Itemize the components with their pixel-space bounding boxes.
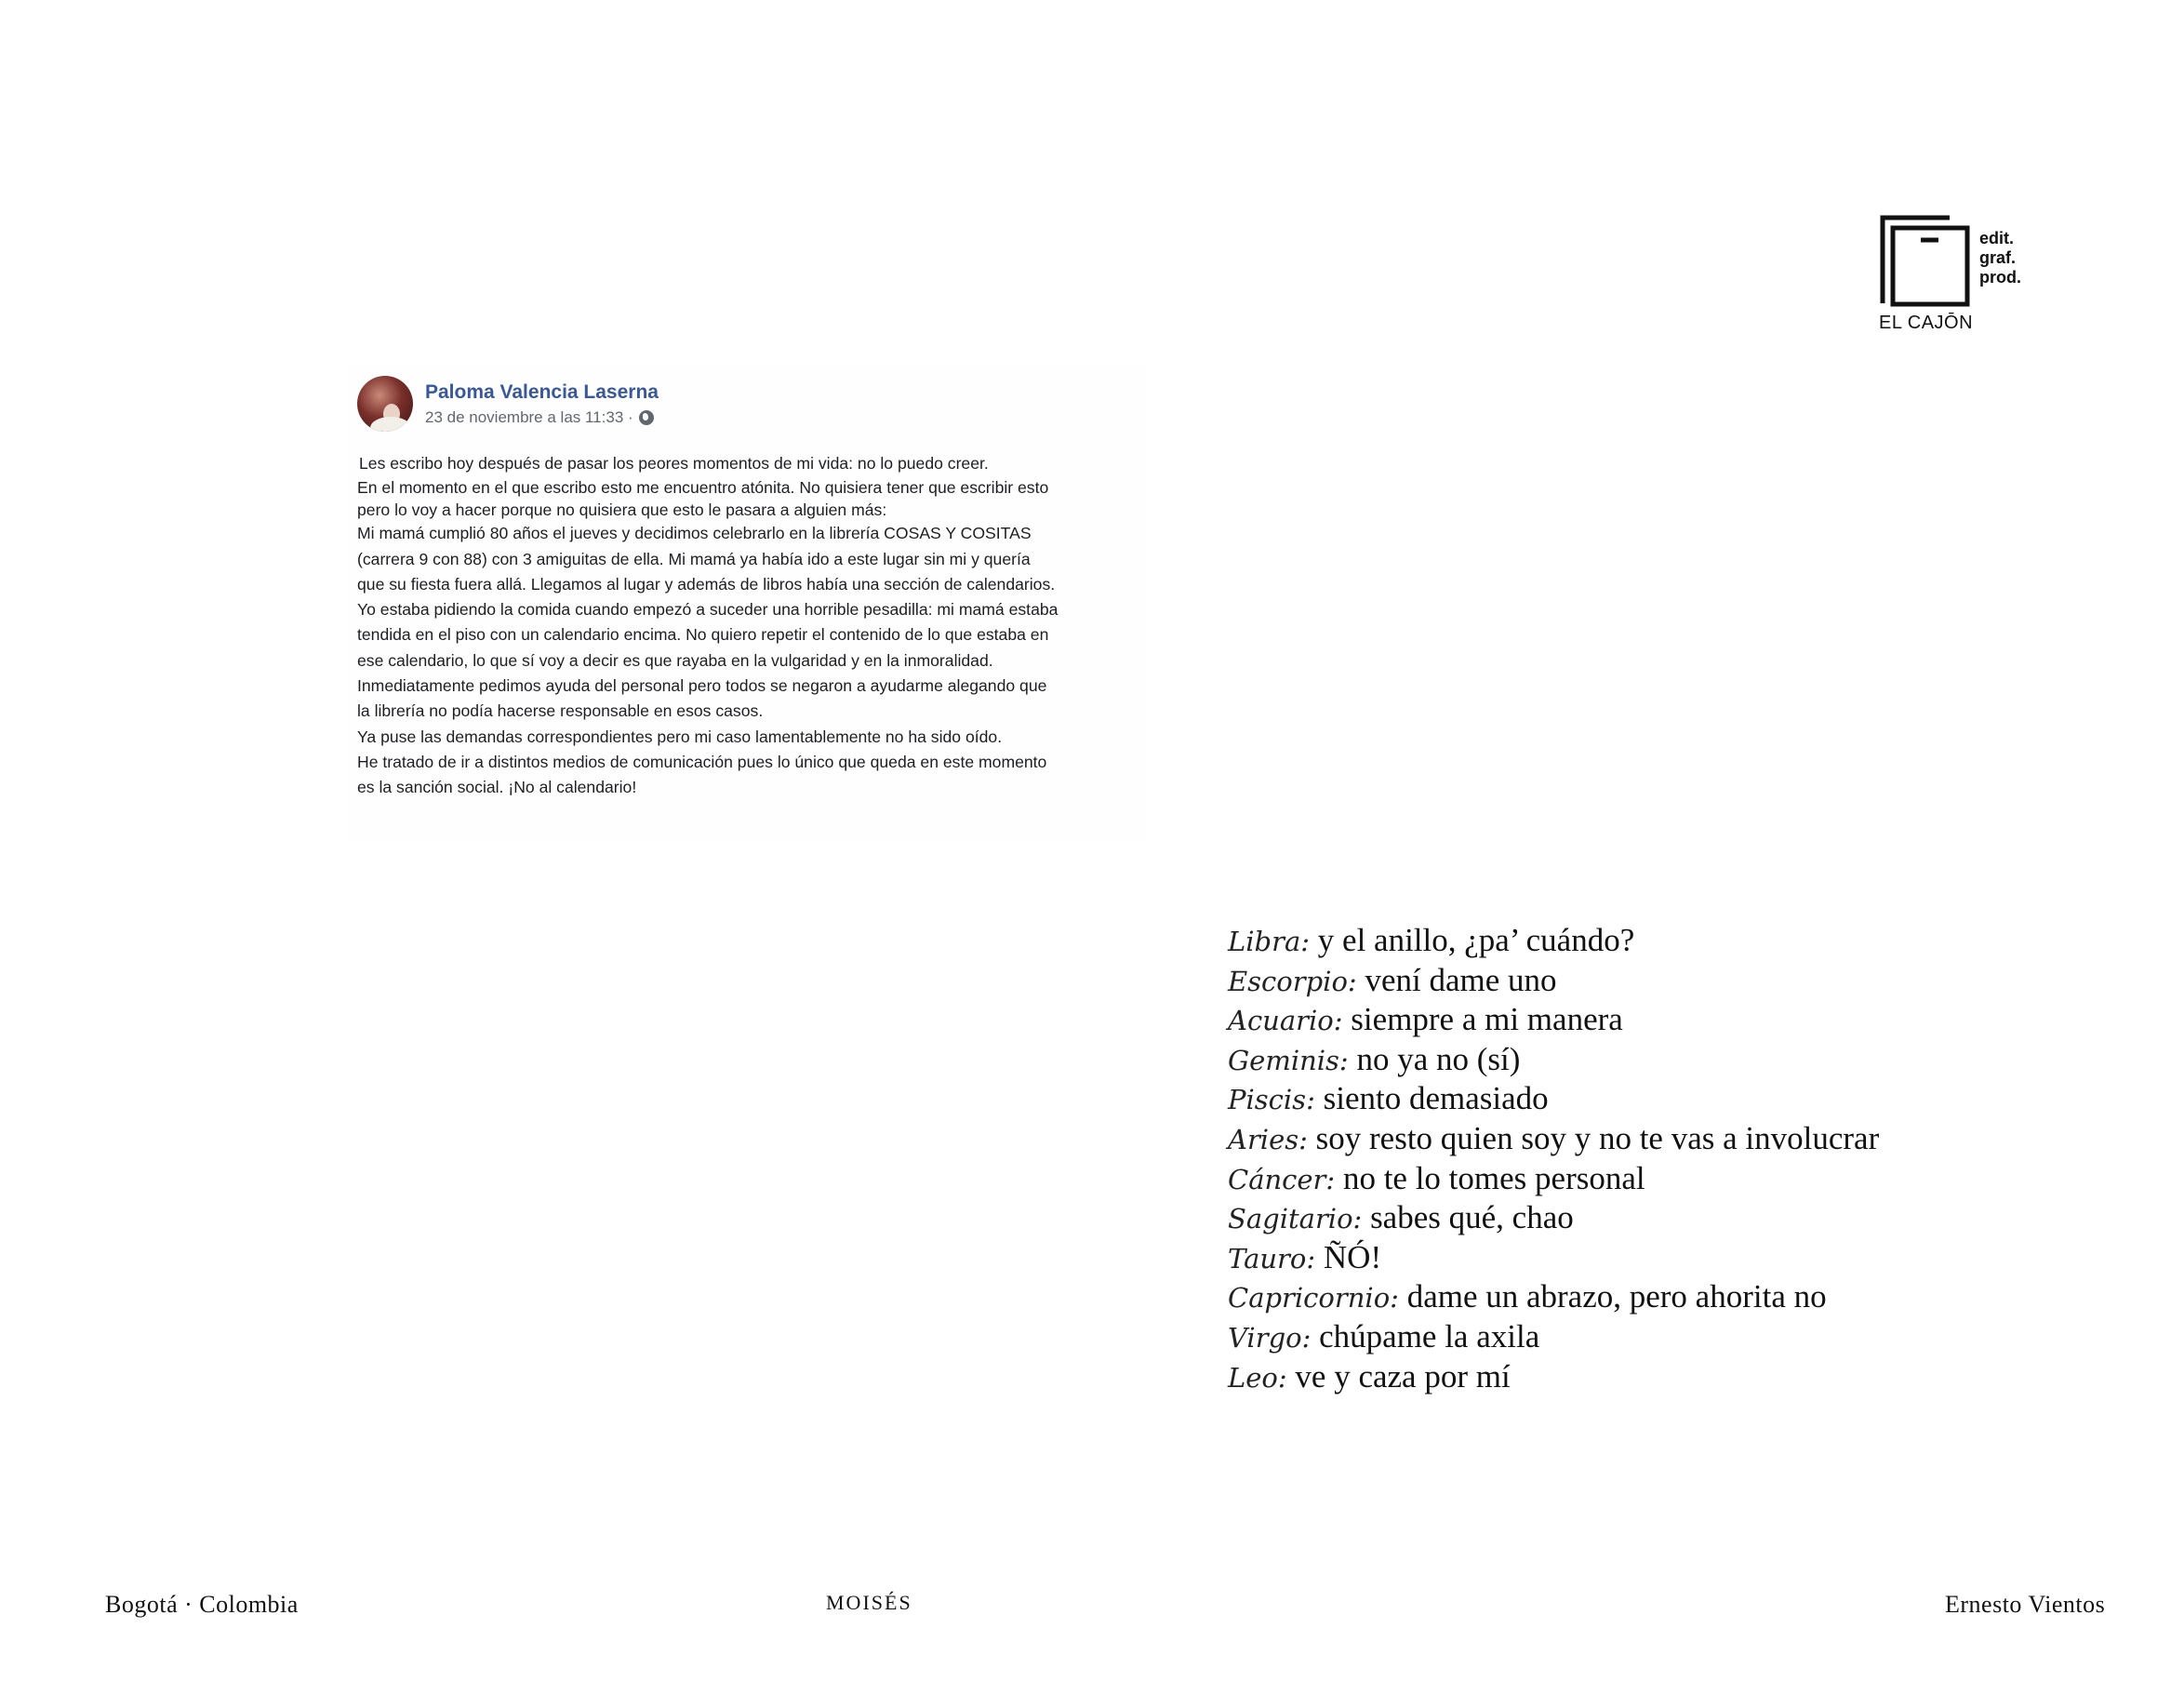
post-date[interactable]: 23 de noviembre a las 11:33 · bbox=[425, 408, 633, 426]
sign-name: Acuario: bbox=[1228, 1005, 1343, 1037]
facebook-post bbox=[346, 365, 1146, 839]
post-line: Ya puse las demandas correspondientes pero mi caso lamentablemente no ha sido oído. bbox=[357, 727, 1003, 746]
horoscope-line bbox=[1228, 1000, 1879, 1040]
post-line: (carrera 9 con 88) con 3 amiguitas de ella. Mi mamá ya había ido a este lugar sin mi y quería bbox=[357, 549, 1031, 568]
post-line: Les escribo hoy después de pasar los peores momentos de mi vida: no lo puedo creer. bbox=[359, 454, 989, 473]
sign-name: Geminis: bbox=[1228, 1044, 1349, 1076]
post-line: Yo estaba pidiendo la comida cuando empezó a suceder una horrible pesadilla: mi mamá estaba bbox=[357, 600, 1059, 620]
post-line: ese calendario, lo que sí voy a decir es que rayaba en la vulgaridad y en la inmoralidad. bbox=[357, 650, 993, 670]
sign-text: ÑÓ! bbox=[1323, 1238, 1382, 1275]
sign-text: soy resto quien soy y no te vas a involucrar bbox=[1315, 1119, 1880, 1156]
horoscope-line bbox=[1228, 961, 1879, 1001]
horoscope-line bbox=[1228, 1040, 1879, 1080]
post-line: que su fiesta fuera allá. Llegamos al lugar y además de libros había una sección de calendarios. bbox=[357, 574, 1056, 594]
el-cajon-logo bbox=[1879, 212, 2065, 342]
sign-text: ve y caza por mí bbox=[1295, 1357, 1511, 1395]
sign-name: Sagitario: bbox=[1228, 1203, 1363, 1235]
post-line: la librería no podía hacerse responsable en esos casos. bbox=[357, 701, 764, 721]
horoscope-list bbox=[1228, 921, 1879, 1396]
logo-tagline bbox=[1979, 229, 2021, 287]
horoscope-line bbox=[1228, 1079, 1879, 1119]
post-meta bbox=[425, 408, 654, 427]
horoscope-line bbox=[1228, 1277, 1879, 1317]
horoscope-line bbox=[1228, 1357, 1879, 1397]
sign-text: vení dame uno bbox=[1365, 961, 1557, 998]
logo-name: EL CAJŌN bbox=[1879, 313, 1974, 333]
post-body bbox=[357, 451, 1139, 801]
logo-tagline-line: prod. bbox=[1979, 268, 2021, 287]
sign-name: Virgo: bbox=[1228, 1321, 1312, 1354]
post-author[interactable]: Paloma Valencia Laserna bbox=[425, 381, 659, 403]
sign-name: Cáncer: bbox=[1228, 1163, 1336, 1195]
sign-name: Piscis: bbox=[1228, 1084, 1315, 1116]
logo-tagline-line: graf. bbox=[1979, 248, 2017, 267]
sign-text: siempre a mi manera bbox=[1351, 1001, 1623, 1038]
sign-text: chúpame la axila bbox=[1319, 1317, 1540, 1355]
post-line: Inmediatamente pedimos ayuda del personal pero todos se negaron a ayudarme alegando que bbox=[357, 676, 1047, 696]
post-line: En el momento en el que escribo esto me encuentro atónita. No quisiera tener que escribir esto bbox=[357, 478, 1049, 498]
post-line: pero lo voy a hacer porque no quisiera que esto le pasara a alguien más: bbox=[357, 500, 887, 520]
globe-icon bbox=[639, 410, 654, 425]
horoscope-line bbox=[1228, 921, 1879, 961]
sign-text: sabes qué, chao bbox=[1370, 1199, 1574, 1236]
sign-text: no ya no (sí) bbox=[1356, 1040, 1521, 1077]
sign-name: Aries: bbox=[1228, 1123, 1308, 1155]
sign-name: Tauro: bbox=[1228, 1242, 1316, 1275]
footer-location: Bogotá · Colombia bbox=[105, 1591, 299, 1618]
sign-text: dame un abrazo, pero ahorita no bbox=[1406, 1278, 1827, 1315]
horoscope-line bbox=[1228, 1238, 1879, 1278]
avatar[interactable] bbox=[357, 376, 413, 432]
sign-name: Escorpio: bbox=[1228, 965, 1357, 997]
post-line: Mi mamá cumplió 80 años el jueves y decidimos celebrarlo en la librería COSAS Y COSITAS bbox=[357, 524, 1032, 543]
sign-text: siento demasiado bbox=[1323, 1080, 1549, 1117]
footer-title: MOISÉS bbox=[826, 1591, 912, 1614]
sign-text: y el anillo, ¿pa’ cuándo? bbox=[1317, 922, 1635, 958]
sign-text: no te lo tomes personal bbox=[1342, 1159, 1645, 1196]
horoscope-line bbox=[1228, 1317, 1879, 1357]
sign-name: Libra: bbox=[1228, 926, 1311, 957]
horoscope-line bbox=[1228, 1198, 1879, 1238]
post-line: es la sanción social. ¡No al calendario! bbox=[357, 778, 637, 797]
horoscope-line bbox=[1228, 1119, 1879, 1159]
sign-name: Capricornio: bbox=[1228, 1282, 1399, 1315]
post-line: He tratado de ir a distintos medios de comunicación pues lo único que queda en este momento bbox=[357, 752, 1047, 771]
logo-tagline-line: edit. bbox=[1979, 229, 2015, 247]
drawer-logo-icon bbox=[1879, 212, 1972, 307]
footer-author: Ernesto Vientos bbox=[1945, 1591, 2106, 1618]
post-line: tendida en el piso con un calendario encima. No quiero repetir el contenido de lo que estaba en bbox=[357, 625, 1049, 645]
sign-name: Leo: bbox=[1228, 1361, 1287, 1394]
horoscope-line bbox=[1228, 1159, 1879, 1199]
